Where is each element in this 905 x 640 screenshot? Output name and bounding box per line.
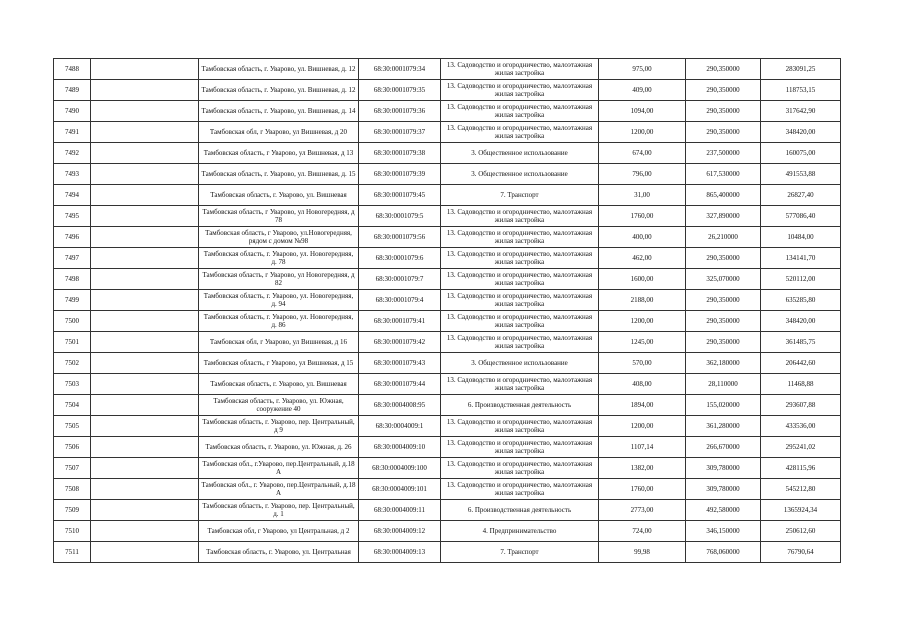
empty-cell xyxy=(91,437,199,458)
specific-value-cell: 290,350000 xyxy=(686,290,761,311)
row-number: 7501 xyxy=(54,332,91,353)
land-use-cell: 13. Садоводство и огородничество, малоэтажная жилая застройка xyxy=(441,80,599,101)
address-cell: Тамбовская обл, г Уварово, ул Вишневая, д 16 xyxy=(199,332,359,353)
empty-cell xyxy=(91,269,199,290)
table-row xyxy=(54,269,841,290)
empty-cell xyxy=(91,521,199,542)
area-cell: 2773,00 xyxy=(599,500,686,521)
row-number: 7503 xyxy=(54,374,91,395)
address-cell: Тамбовская область, г. Уварово, ул. Южная, сооружение 40 xyxy=(199,395,359,416)
empty-cell xyxy=(91,164,199,185)
area-cell: 1107,14 xyxy=(599,437,686,458)
cadastral-cost-cell: 118753,15 xyxy=(761,80,841,101)
empty-cell xyxy=(91,542,199,563)
table-row xyxy=(54,80,841,101)
land-use-cell: 13. Садоводство и огородничество, малоэтажная жилая застройка xyxy=(441,332,599,353)
address-cell: Тамбовская область, г Уварово, ул.Новогередняя, рядом с домом №98 xyxy=(199,227,359,248)
address-cell: Тамбовская область, г. Уварово, ул. Вишневая, д. 15 xyxy=(199,164,359,185)
address-cell: Тамбовская область, г. Уварово, пер. Центральный, д. 1 xyxy=(199,500,359,521)
row-number: 7509 xyxy=(54,500,91,521)
row-number: 7504 xyxy=(54,395,91,416)
empty-cell xyxy=(91,332,199,353)
address-cell: Тамбовская область, г. Уварово, ул. Вишневая, д. 14 xyxy=(199,101,359,122)
address-cell: Тамбовская обл, г Уварово, ул Вишневая, д 20 xyxy=(199,122,359,143)
cadastral-number-cell: 68:30:0001079:41 xyxy=(359,311,441,332)
empty-cell xyxy=(91,395,199,416)
table-row xyxy=(54,374,841,395)
row-number: 7492 xyxy=(54,143,91,164)
address-cell: Тамбовская обл., г.Уварово, пер.Центральный, д.18 А xyxy=(199,458,359,479)
cadastral-number-cell: 68:30:0001079:45 xyxy=(359,185,441,206)
area-cell: 1382,00 xyxy=(599,458,686,479)
area-cell: 1760,00 xyxy=(599,206,686,227)
address-cell: Тамбовская область, г. Уварово, ул. Центральная xyxy=(199,542,359,563)
cadastral-cost-cell: 348420,00 xyxy=(761,311,841,332)
cadastral-number-cell: 68:30:0004009:100 xyxy=(359,458,441,479)
specific-value-cell: 361,280000 xyxy=(686,416,761,437)
cadastral-number-cell: 68:30:0001079:34 xyxy=(359,59,441,80)
land-use-cell: 13. Садоводство и огородничество, малоэтажная жилая застройка xyxy=(441,248,599,269)
table-row xyxy=(54,332,841,353)
empty-cell xyxy=(91,101,199,122)
land-use-cell: 13. Садоводство и огородничество, малоэтажная жилая застройка xyxy=(441,59,599,80)
address-cell: Тамбовская область, г. Уварово, ул. Новогередняя, д. 78 xyxy=(199,248,359,269)
land-use-cell: 3. Общественное использование xyxy=(441,353,599,374)
land-use-cell: 6. Производственная деятельность xyxy=(441,500,599,521)
specific-value-cell: 617,530000 xyxy=(686,164,761,185)
area-cell: 1894,00 xyxy=(599,395,686,416)
land-use-cell: 13. Садоводство и огородничество, малоэтажная жилая застройка xyxy=(441,227,599,248)
specific-value-cell: 492,580000 xyxy=(686,500,761,521)
specific-value-cell: 290,350000 xyxy=(686,332,761,353)
specific-value-cell: 346,150000 xyxy=(686,521,761,542)
area-cell: 2188,00 xyxy=(599,290,686,311)
specific-value-cell: 155,020000 xyxy=(686,395,761,416)
area-cell: 31,00 xyxy=(599,185,686,206)
cadastral-cost-cell: 491553,88 xyxy=(761,164,841,185)
row-number: 7491 xyxy=(54,122,91,143)
address-cell: Тамбовская область, г Уварово, ул Новогередняя, д 82 xyxy=(199,269,359,290)
empty-cell xyxy=(91,374,199,395)
row-number: 7500 xyxy=(54,311,91,332)
cadastral-number-cell: 68:30:0004008:95 xyxy=(359,395,441,416)
address-cell: Тамбовская область, г. Уварово, ул. Вишневая xyxy=(199,374,359,395)
address-cell: Тамбовская область, г Уварово, ул Вишневая, д 13 xyxy=(199,143,359,164)
land-use-cell: 13. Садоводство и огородничество, малоэтажная жилая застройка xyxy=(441,101,599,122)
table-row xyxy=(54,311,841,332)
table-row xyxy=(54,122,841,143)
land-use-cell: 7. Транспорт xyxy=(441,542,599,563)
address-cell: Тамбовская область, г. Уварово, ул. Вишневая xyxy=(199,185,359,206)
specific-value-cell: 309,780000 xyxy=(686,458,761,479)
table-row xyxy=(54,248,841,269)
empty-cell xyxy=(91,227,199,248)
specific-value-cell: 26,210000 xyxy=(686,227,761,248)
table-row xyxy=(54,164,841,185)
land-use-cell: 13. Садоводство и огородничество, малоэтажная жилая застройка xyxy=(441,206,599,227)
cadastral-value-table xyxy=(53,58,841,563)
table-body xyxy=(54,59,841,563)
specific-value-cell: 266,670000 xyxy=(686,437,761,458)
table-row xyxy=(54,479,841,500)
area-cell: 99,98 xyxy=(599,542,686,563)
cadastral-cost-cell: 577086,40 xyxy=(761,206,841,227)
land-use-cell: 13. Садоводство и огородничество, малоэтажная жилая застройка xyxy=(441,374,599,395)
specific-value-cell: 290,350000 xyxy=(686,122,761,143)
specific-value-cell: 290,350000 xyxy=(686,311,761,332)
land-use-cell: 13. Садоводство и огородничество, малоэтажная жилая застройка xyxy=(441,416,599,437)
cadastral-cost-cell: 635285,80 xyxy=(761,290,841,311)
cadastral-cost-cell: 295241,02 xyxy=(761,437,841,458)
cadastral-cost-cell: 10484,00 xyxy=(761,227,841,248)
area-cell: 408,00 xyxy=(599,374,686,395)
cadastral-cost-cell: 293607,88 xyxy=(761,395,841,416)
specific-value-cell: 290,350000 xyxy=(686,80,761,101)
specific-value-cell: 290,350000 xyxy=(686,101,761,122)
land-use-cell: 6. Производственная деятельность xyxy=(441,395,599,416)
specific-value-cell: 237,500000 xyxy=(686,143,761,164)
area-cell: 1200,00 xyxy=(599,416,686,437)
row-number: 7505 xyxy=(54,416,91,437)
area-cell: 400,00 xyxy=(599,227,686,248)
empty-cell xyxy=(91,185,199,206)
row-number: 7502 xyxy=(54,353,91,374)
row-number: 7495 xyxy=(54,206,91,227)
area-cell: 674,00 xyxy=(599,143,686,164)
cadastral-cost-cell: 26827,40 xyxy=(761,185,841,206)
address-cell: Тамбовская область, г. Уварово, ул. Новогередняя, д. 86 xyxy=(199,311,359,332)
address-cell: Тамбовская область, г Уварово, ул Новогередняя, д 78 xyxy=(199,206,359,227)
row-number: 7490 xyxy=(54,101,91,122)
cadastral-number-cell: 68:30:0001079:6 xyxy=(359,248,441,269)
cadastral-cost-cell: 348420,00 xyxy=(761,122,841,143)
address-cell: Тамбовская область, г. Уварово, ул. Новогередняя, д. 94 xyxy=(199,290,359,311)
land-use-cell: 7. Транспорт xyxy=(441,185,599,206)
area-cell: 796,00 xyxy=(599,164,686,185)
empty-cell xyxy=(91,479,199,500)
empty-cell xyxy=(91,80,199,101)
area-cell: 1200,00 xyxy=(599,122,686,143)
land-use-cell: 3. Общественное использование xyxy=(441,164,599,185)
specific-value-cell: 290,350000 xyxy=(686,59,761,80)
area-cell: 724,00 xyxy=(599,521,686,542)
cadastral-number-cell: 68:30:0004009:12 xyxy=(359,521,441,542)
empty-cell xyxy=(91,500,199,521)
cadastral-number-cell: 68:30:0004009:101 xyxy=(359,479,441,500)
address-cell: Тамбовская область, г. Уварово, ул. Вишневая, д. 12 xyxy=(199,80,359,101)
cadastral-number-cell: 68:30:0004009:13 xyxy=(359,542,441,563)
land-use-cell: 13. Садоводство и огородничество, малоэтажная жилая застройка xyxy=(441,311,599,332)
address-cell: Тамбовская область, г. Уварово, ул. Южная, д. 26 xyxy=(199,437,359,458)
address-cell: Тамбовская область, г Уварово, ул Вишневая, д 15 xyxy=(199,353,359,374)
cadastral-cost-cell: 545212,80 xyxy=(761,479,841,500)
land-use-cell: 13. Садоводство и огородничество, малоэтажная жилая застройка xyxy=(441,458,599,479)
land-use-cell: 4. Предпринимательство xyxy=(441,521,599,542)
area-cell: 1760,00 xyxy=(599,479,686,500)
specific-value-cell: 768,060000 xyxy=(686,542,761,563)
cadastral-cost-cell: 433536,00 xyxy=(761,416,841,437)
cadastral-number-cell: 68:30:0001079:4 xyxy=(359,290,441,311)
cadastral-number-cell: 68:30:0001079:42 xyxy=(359,332,441,353)
empty-cell xyxy=(91,458,199,479)
empty-cell xyxy=(91,248,199,269)
row-number: 7510 xyxy=(54,521,91,542)
table-row xyxy=(54,185,841,206)
land-use-cell: 13. Садоводство и огородничество, малоэтажная жилая застройка xyxy=(441,437,599,458)
cadastral-cost-cell: 206442,60 xyxy=(761,353,841,374)
row-number: 7498 xyxy=(54,269,91,290)
land-use-cell: 13. Садоводство и огородничество, малоэтажная жилая застройка xyxy=(441,290,599,311)
cadastral-number-cell: 68:30:0001079:35 xyxy=(359,80,441,101)
cadastral-number-cell: 68:30:0001079:36 xyxy=(359,101,441,122)
address-cell: Тамбовская область, г. Уварово, ул. Вишневая, д. 12 xyxy=(199,59,359,80)
empty-cell xyxy=(91,59,199,80)
address-cell: Тамбовская обл., г. Уварово, пер.Центральный, д.18 А xyxy=(199,479,359,500)
area-cell: 1094,00 xyxy=(599,101,686,122)
empty-cell xyxy=(91,206,199,227)
cadastral-number-cell: 68:30:0004009:10 xyxy=(359,437,441,458)
area-cell: 1600,00 xyxy=(599,269,686,290)
area-cell: 570,00 xyxy=(599,353,686,374)
specific-value-cell: 325,070000 xyxy=(686,269,761,290)
land-use-cell: 13. Садоводство и огородничество, малоэтажная жилая застройка xyxy=(441,269,599,290)
cadastral-cost-cell: 134141,70 xyxy=(761,248,841,269)
empty-cell xyxy=(91,290,199,311)
cadastral-cost-cell: 283091,25 xyxy=(761,59,841,80)
cadastral-cost-cell: 1365924,34 xyxy=(761,500,841,521)
empty-cell xyxy=(91,122,199,143)
table-row xyxy=(54,395,841,416)
table-row xyxy=(54,542,841,563)
table-row xyxy=(54,206,841,227)
area-cell: 409,00 xyxy=(599,80,686,101)
row-number: 7499 xyxy=(54,290,91,311)
cadastral-number-cell: 68:30:0001079:7 xyxy=(359,269,441,290)
specific-value-cell: 362,180000 xyxy=(686,353,761,374)
specific-value-cell: 290,350000 xyxy=(686,248,761,269)
cadastral-number-cell: 68:30:0001079:56 xyxy=(359,227,441,248)
cadastral-number-cell: 68:30:0001079:44 xyxy=(359,374,441,395)
row-number: 7507 xyxy=(54,458,91,479)
cadastral-cost-cell: 76790,64 xyxy=(761,542,841,563)
row-number: 7496 xyxy=(54,227,91,248)
cadastral-number-cell: 68:30:0001079:43 xyxy=(359,353,441,374)
row-number: 7493 xyxy=(54,164,91,185)
table-row xyxy=(54,458,841,479)
specific-value-cell: 28,110000 xyxy=(686,374,761,395)
cadastral-cost-cell: 160075,00 xyxy=(761,143,841,164)
empty-cell xyxy=(91,353,199,374)
row-number: 7494 xyxy=(54,185,91,206)
cadastral-number-cell: 68:30:0004009:1 xyxy=(359,416,441,437)
address-cell: Тамбовская область, г. Уварово, пер. Центральный, д 9 xyxy=(199,416,359,437)
area-cell: 975,00 xyxy=(599,59,686,80)
row-number: 7489 xyxy=(54,80,91,101)
table-row xyxy=(54,416,841,437)
table-row xyxy=(54,59,841,80)
empty-cell xyxy=(91,311,199,332)
cadastral-cost-cell: 11468,88 xyxy=(761,374,841,395)
empty-cell xyxy=(91,143,199,164)
table-row xyxy=(54,101,841,122)
cadastral-number-cell: 68:30:0001079:5 xyxy=(359,206,441,227)
specific-value-cell: 865,400000 xyxy=(686,185,761,206)
specific-value-cell: 309,780000 xyxy=(686,479,761,500)
address-cell: Тамбовская обл, г Уварово, ул Центральная, д 2 xyxy=(199,521,359,542)
cadastral-number-cell: 68:30:0001079:39 xyxy=(359,164,441,185)
row-number: 7506 xyxy=(54,437,91,458)
table-row xyxy=(54,143,841,164)
cadastral-cost-cell: 428115,96 xyxy=(761,458,841,479)
row-number: 7488 xyxy=(54,59,91,80)
table-row xyxy=(54,500,841,521)
cadastral-cost-cell: 250612,60 xyxy=(761,521,841,542)
empty-cell xyxy=(91,416,199,437)
cadastral-number-cell: 68:30:0004009:11 xyxy=(359,500,441,521)
land-use-cell: 13. Садоводство и огородничество, малоэтажная жилая застройка xyxy=(441,479,599,500)
cadastral-cost-cell: 317642,90 xyxy=(761,101,841,122)
specific-value-cell: 327,890000 xyxy=(686,206,761,227)
cadastral-number-cell: 68:30:0001079:37 xyxy=(359,122,441,143)
area-cell: 1245,00 xyxy=(599,332,686,353)
table-row xyxy=(54,227,841,248)
area-cell: 462,00 xyxy=(599,248,686,269)
table-row xyxy=(54,353,841,374)
cadastral-cost-cell: 361485,75 xyxy=(761,332,841,353)
land-use-cell: 13. Садоводство и огородничество, малоэтажная жилая застройка xyxy=(441,122,599,143)
row-number: 7508 xyxy=(54,479,91,500)
table-row xyxy=(54,437,841,458)
land-use-cell: 3. Общественное использование xyxy=(441,143,599,164)
row-number: 7497 xyxy=(54,248,91,269)
table-row xyxy=(54,521,841,542)
table-row xyxy=(54,290,841,311)
cadastral-number-cell: 68:30:0001079:38 xyxy=(359,143,441,164)
area-cell: 1200,00 xyxy=(599,311,686,332)
row-number: 7511 xyxy=(54,542,91,563)
cadastral-cost-cell: 520112,00 xyxy=(761,269,841,290)
